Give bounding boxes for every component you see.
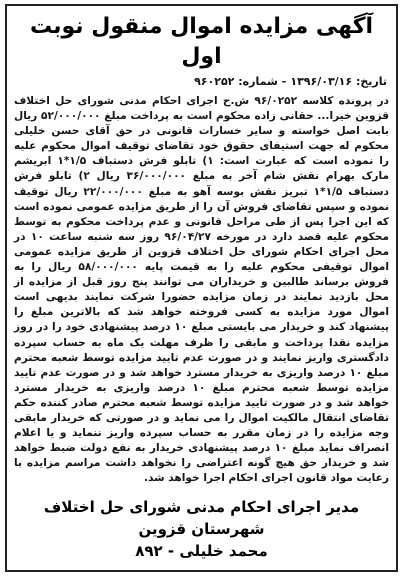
signature-name: محمد خلیلی - ۸۹۲ bbox=[135, 542, 268, 561]
notice-meta bbox=[16, 74, 387, 90]
notice-body: در پرونده کلاسه ۹۶/۰۲۵۲ ش.ح اجرای احکام مدنی شورای حل اختلاف قزوین خیرا... حقانی زاده محکوم است به پرداخت مبلغ ۵۲/۰۰۰/۰۰۰ ریال بابت اصل خواسته و سایر خسارات قانونی در حق آقای حسن خلیلی محکوم له جهت استیفای حقوق خود تقاضای توقیف اموال محکوم علیه را نموده است که عبارت است: ۱) تابلو فرش دستباف ۱/۵*۱ ابریشم مارک بهرام نقش شام آخر به مبلغ ۳۶/۰۰۰/۰۰۰ ریال ۲) تابلو فرش دستباف ۱/۵*۱ تبریز نقش بوسه آهو به مبلغ ۲۲/۰۰۰/۰۰۰ ریال توقیف نموده و سپس تقاضای فروش آن را از طریق مزایده عمومی نموده است که این اجرا پس از طی مراحل قانونی و عدم پرداخت محکوم به توسط محکوم علیه قصد دارد در مورخه ۹۶/۰۴/۲۷ روز سه شنبه ساعت ۱۰ در محل اجرای احکام شورای حل اختلاف قزوین از طریق مزایده عمومی اموال توقیفی محکوم علیه را به قیمت پایه ۵۸/۰۰۰/۰۰۰ ریال را به فروش برساند طالبین و خریداران می توانند پنج روز قبل از مزایده از محل بازدید نمایند در زمان مزایده حضورا شرکت نمایند بدیهی است اموال مورد مزایده به کسی فروخته خواهد شد که بالاترین مبلغ را پیشنهاد کند و خریدار می بایستی مبلغ ۱۰ درصد پیشنهادی خود را در روز مزایده نقدا پرداخت و مابقی را ظرف مهلت یک ماه به حساب سپرده دادگستری واریز نمایند و در صورت عدم تایید مزایده توسط شعبه محترم مبلغ ۱۰ درصد واریزی به خریدار مسترد خواهد شد و در صورت عدم تایید مزایده توسط شعبه محترم مبلغ ۱۰ درصد واریزی به خریدار مسترد خواهد شد و در صورت تایید مزایده توسط شعبه محترم صادر کننده حکم تقاضای انتقال مالکیت اموال را می نماید و در صورتی که خریدار مابقی وجه مزایده را در زمان مقرر به حساب سپرده واریز ننماید و یا اعلام انصراف نماید مبلغ ۱۰ درصد پیشنهادی خریدار به نفع دولت ضبط خواهد شد و خریدار حق هیچ گونه اعتراضی را نخواهد داشت مراسم مزایده با رعایت مواد قانون اجرای احکام اجرا خواهد شد. bbox=[14, 95, 390, 485]
notice-signature bbox=[10, 496, 393, 562]
signature-title: مدیر اجرای احکام مدنی شورای حل اختلاف شهرستان قزوین bbox=[43, 498, 360, 539]
notice-number: شماره: ۹۶۰۲۵۲ bbox=[194, 75, 278, 88]
meta-separator: - bbox=[281, 75, 287, 88]
notice-title: آگهی مزایده اموال منقول نوبت اول bbox=[29, 14, 374, 69]
notice-date: تاریخ: ۱۳۹۶/۰۳/۱۶ bbox=[290, 75, 387, 88]
